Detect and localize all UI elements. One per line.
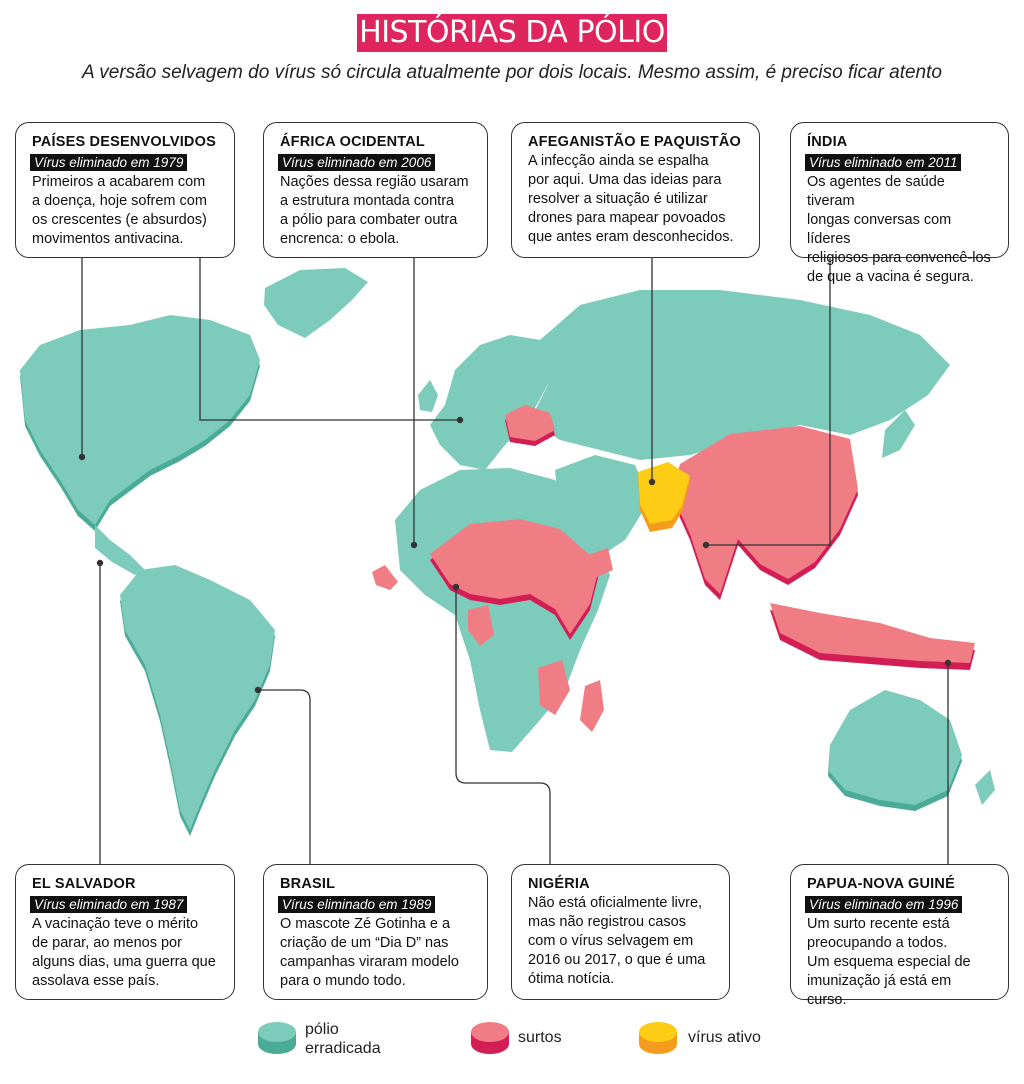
legend-label: surtos — [518, 1029, 562, 1046]
card-desc: O mascote Zé Gotinha e a criação de um “Dia D” nas campanhas viraram modelo para o mundo todo. — [280, 916, 459, 989]
card-name: NIGÉRIA — [528, 876, 590, 892]
card-badge: Vírus eliminado em 1979 — [30, 154, 187, 171]
page-subtitle: A versão selvagem do vírus só circula atualmente por dois locais. Mesmo assim, é preciso ficar atento — [82, 62, 942, 83]
card-name: PAÍSES DESENVOLVIDOS — [32, 134, 216, 150]
south-america — [120, 565, 275, 830]
card-name: ÍNDIA — [807, 134, 848, 150]
indonesia-outbreak — [770, 603, 975, 663]
australia — [828, 690, 962, 805]
card-desc: Não está oficialmente livre, mas não registrou casos com o vírus selvagem em 2016 ou 2017, o que é uma ótima notícia. — [528, 895, 706, 987]
legend-label: vírus ativo — [688, 1029, 761, 1046]
card-name: EL SALVADOR — [32, 876, 136, 892]
legend-swatch-active — [639, 1022, 677, 1054]
card-afghanistan-pakistan — [511, 122, 760, 258]
leader-brasil — [258, 690, 310, 868]
legend-outbreak — [518, 1028, 562, 1047]
card-name: AFEGANISTÃO E PAQUISTÃO — [528, 134, 741, 150]
uk — [418, 380, 438, 412]
madagascar-outbreak — [580, 680, 604, 732]
legend-active — [688, 1028, 761, 1047]
card-desc: Um surto recente está preocupando a todos. Um esquema especial de imunização já está em curso. — [807, 916, 971, 1008]
card-name: ÁFRICA OCIDENTAL — [280, 134, 425, 150]
card-badge: Vírus eliminado em 1987 — [30, 896, 187, 913]
card-name: PAPUA-NOVA GUINÉ — [807, 876, 955, 892]
card-india — [790, 122, 1009, 285]
card-desc: Os agentes de saúde tiveram longas conversas com líderes religiosos para convencê-los de que a vacina é segura. — [807, 174, 991, 285]
legend-swatch-eradicated — [258, 1022, 296, 1054]
card-badge: Vírus eliminado em 1989 — [278, 896, 435, 913]
card-desc: Primeiros a acabarem com a doença, hoje sofrem com os crescentes (e absurdos) movimentos antivacina. — [32, 174, 207, 247]
card-desc: A infecção ainda se espalha por aqui. Uma das ideias para resolver a situação é utilizar drones para mapear povoados que antes eram desconhecidos. — [528, 153, 734, 245]
legend-eradicated — [305, 1020, 381, 1058]
card-desc: A vacinação teve o mérito de parar, ao menos por alguns dias, uma guerra que assolava esse país. — [32, 916, 216, 989]
central-america — [95, 525, 145, 575]
card-badge: Vírus eliminado em 1996 — [805, 896, 962, 913]
card-nigeria — [511, 864, 730, 1000]
card-brasil — [263, 864, 488, 1000]
card-papua-new-guinea — [790, 864, 1009, 1008]
west-africa-outbreak — [372, 565, 398, 590]
card-badge: Vírus eliminado em 2006 — [278, 154, 435, 171]
card-el-salvador — [15, 864, 235, 1000]
legend-swatch-outbreak — [471, 1022, 509, 1054]
card-desc: Nações dessa região usaram a estrutura montada contra a pólio para combater outra encrenca: o ebola. — [280, 174, 469, 247]
card-name: BRASIL — [280, 876, 336, 892]
card-developed-countries — [15, 122, 235, 258]
page-title: HISTÓRIAS DA PÓLIO — [357, 14, 667, 52]
card-badge: Vírus eliminado em 2011 — [805, 154, 961, 171]
new-zealand — [975, 770, 995, 805]
greenland — [264, 268, 368, 338]
legend-label: pólio erradicada — [305, 1021, 381, 1057]
card-west-africa — [263, 122, 488, 258]
